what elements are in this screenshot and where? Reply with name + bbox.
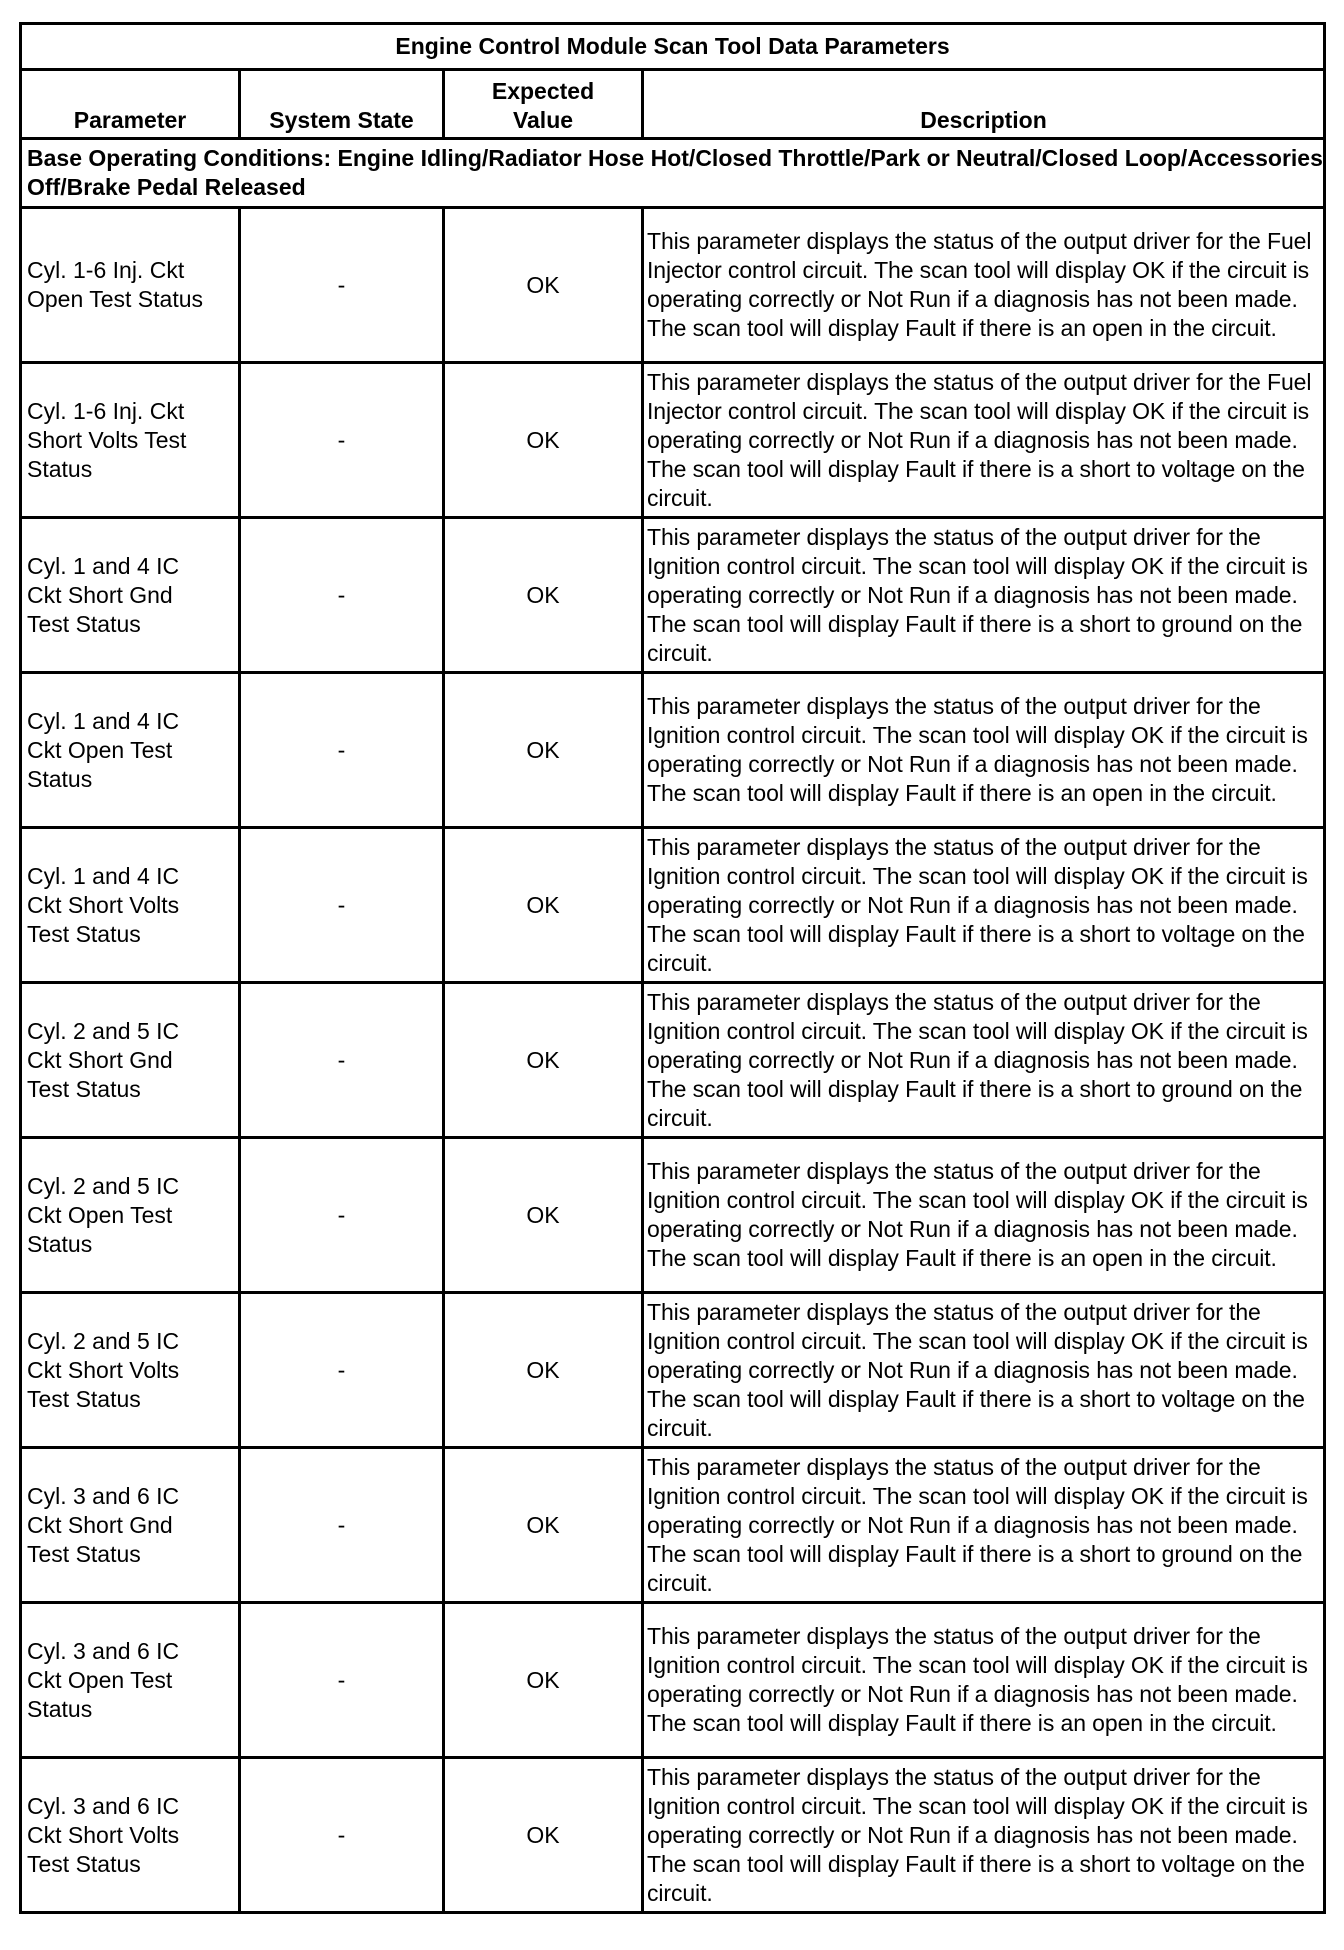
table-title-row xyxy=(21,24,1325,70)
table-row xyxy=(21,983,1325,1138)
description-cell: This parameter displays the status of the output driver for the Ignition control circuit. The scan tool will display OK if the circuit is operating correctly or Not Run if a diagnosis has not been made. The scan tool will display Fault if there is a short to ground on the circuit. xyxy=(643,518,1325,673)
expected-value-cell: OK xyxy=(444,983,643,1138)
conditions-row xyxy=(21,139,1325,208)
table-row xyxy=(21,673,1325,828)
expected-value-cell: OK xyxy=(444,363,643,518)
system-state-cell: - xyxy=(240,1603,444,1758)
system-state-cell: - xyxy=(240,1448,444,1603)
table-row xyxy=(21,1448,1325,1603)
description-cell: This parameter displays the status of the output driver for the Ignition control circuit. The scan tool will display OK if the circuit is operating correctly or Not Run if a diagnosis has not been made. The scan tool will display Fault if there is an open in the circuit. xyxy=(643,1138,1325,1293)
expected-value-cell: OK xyxy=(444,1603,643,1758)
parameter-cell: Cyl. 1-6 Inj. Ckt Open Test Status xyxy=(21,208,240,363)
description-cell: This parameter displays the status of the output driver for the Fuel Injector control circuit. The scan tool will display OK if the circuit is operating correctly or Not Run if a diagnosis has not been made. The scan tool will display Fault if there is a short to voltage on the circuit. xyxy=(643,363,1325,518)
parameter-cell: Cyl. 1-6 Inj. Ckt Short Volts Test Status xyxy=(21,363,240,518)
description-cell: This parameter displays the status of the output driver for the Ignition control circuit. The scan tool will display OK if the circuit is operating correctly or Not Run if a diagnosis has not been made. The scan tool will display Fault if there is a short to voltage on the circuit. xyxy=(643,828,1325,983)
system-state-cell: - xyxy=(240,1758,444,1913)
table-header-row xyxy=(21,70,1325,139)
system-state-cell: - xyxy=(240,363,444,518)
table-row xyxy=(21,1293,1325,1448)
table-row xyxy=(21,1138,1325,1293)
parameter-cell: Cyl. 3 and 6 IC Ckt Open Test Status xyxy=(21,1603,240,1758)
parameter-cell: Cyl. 3 and 6 IC Ckt Short Gnd Test Status xyxy=(21,1448,240,1603)
parameter-cell: Cyl. 1 and 4 IC Ckt Short Gnd Test Status xyxy=(21,518,240,673)
expected-value-cell: OK xyxy=(444,208,643,363)
parameter-cell: Cyl. 1 and 4 IC Ckt Open Test Status xyxy=(21,673,240,828)
table-row xyxy=(21,208,1325,363)
table-row xyxy=(21,1603,1325,1758)
header-expected-value: Expected Value xyxy=(444,70,643,139)
table-title: Engine Control Module Scan Tool Data Parameters xyxy=(21,24,1325,70)
system-state-cell: - xyxy=(240,828,444,983)
description-cell: This parameter displays the status of the output driver for the Ignition control circuit. The scan tool will display OK if the circuit is operating correctly or Not Run if a diagnosis has not been made. The scan tool will display Fault if there is a short to voltage on the circuit. xyxy=(643,1758,1325,1913)
expected-value-cell: OK xyxy=(444,1138,643,1293)
parameter-cell: Cyl. 2 and 5 IC Ckt Open Test Status xyxy=(21,1138,240,1293)
header-description: Description xyxy=(643,70,1325,139)
header-system-state: System State xyxy=(240,70,444,139)
system-state-cell: - xyxy=(240,208,444,363)
description-cell: This parameter displays the status of the output driver for the Ignition control circuit. The scan tool will display OK if the circuit is operating correctly or Not Run if a diagnosis has not been made. The scan tool will display Fault if there is an open in the circuit. xyxy=(643,673,1325,828)
description-cell: This parameter displays the status of the output driver for the Ignition control circuit. The scan tool will display OK if the circuit is operating correctly or Not Run if a diagnosis has not been made. The scan tool will display Fault if there is a short to ground on the circuit. xyxy=(643,983,1325,1138)
parameter-cell: Cyl. 3 and 6 IC Ckt Short Volts Test Status xyxy=(21,1758,240,1913)
description-cell: This parameter displays the status of the output driver for the Fuel Injector control circuit. The scan tool will display OK if the circuit is operating correctly or Not Run if a diagnosis has not been made. The scan tool will display Fault if there is an open in the circuit. xyxy=(643,208,1325,363)
expected-value-cell: OK xyxy=(444,1758,643,1913)
description-cell: This parameter displays the status of the output driver for the Ignition control circuit. The scan tool will display OK if the circuit is operating correctly or Not Run if a diagnosis has not been made. The scan tool will display Fault if there is an open in the circuit. xyxy=(643,1603,1325,1758)
expected-value-cell: OK xyxy=(444,1293,643,1448)
description-cell: This parameter displays the status of the output driver for the Ignition control circuit. The scan tool will display OK if the circuit is operating correctly or Not Run if a diagnosis has not been made. The scan tool will display Fault if there is a short to ground on the circuit. xyxy=(643,1448,1325,1603)
table-row xyxy=(21,518,1325,673)
parameter-cell: Cyl. 1 and 4 IC Ckt Short Volts Test Status xyxy=(21,828,240,983)
table-row xyxy=(21,828,1325,983)
expected-value-cell: OK xyxy=(444,673,643,828)
header-parameter: Parameter xyxy=(21,70,240,139)
description-cell: This parameter displays the status of the output driver for the Ignition control circuit. The scan tool will display OK if the circuit is operating correctly or Not Run if a diagnosis has not been made. The scan tool will display Fault if there is a short to voltage on the circuit. xyxy=(643,1293,1325,1448)
expected-value-cell: OK xyxy=(444,518,643,673)
expected-value-cell: OK xyxy=(444,1448,643,1603)
system-state-cell: - xyxy=(240,673,444,828)
system-state-cell: - xyxy=(240,518,444,673)
system-state-cell: - xyxy=(240,1138,444,1293)
table-row xyxy=(21,1758,1325,1913)
parameter-cell: Cyl. 2 and 5 IC Ckt Short Volts Test Status xyxy=(21,1293,240,1448)
base-operating-conditions: Base Operating Conditions: Engine Idling/Radiator Hose Hot/Closed Throttle/Park or Neutral/Closed Loop/Accessories Off/Brake Pedal Released xyxy=(21,139,1325,208)
scan-tool-data-table xyxy=(19,22,1326,1914)
system-state-cell: - xyxy=(240,983,444,1138)
parameter-cell: Cyl. 2 and 5 IC Ckt Short Gnd Test Status xyxy=(21,983,240,1138)
expected-value-cell: OK xyxy=(444,828,643,983)
system-state-cell: - xyxy=(240,1293,444,1448)
table-row xyxy=(21,363,1325,518)
